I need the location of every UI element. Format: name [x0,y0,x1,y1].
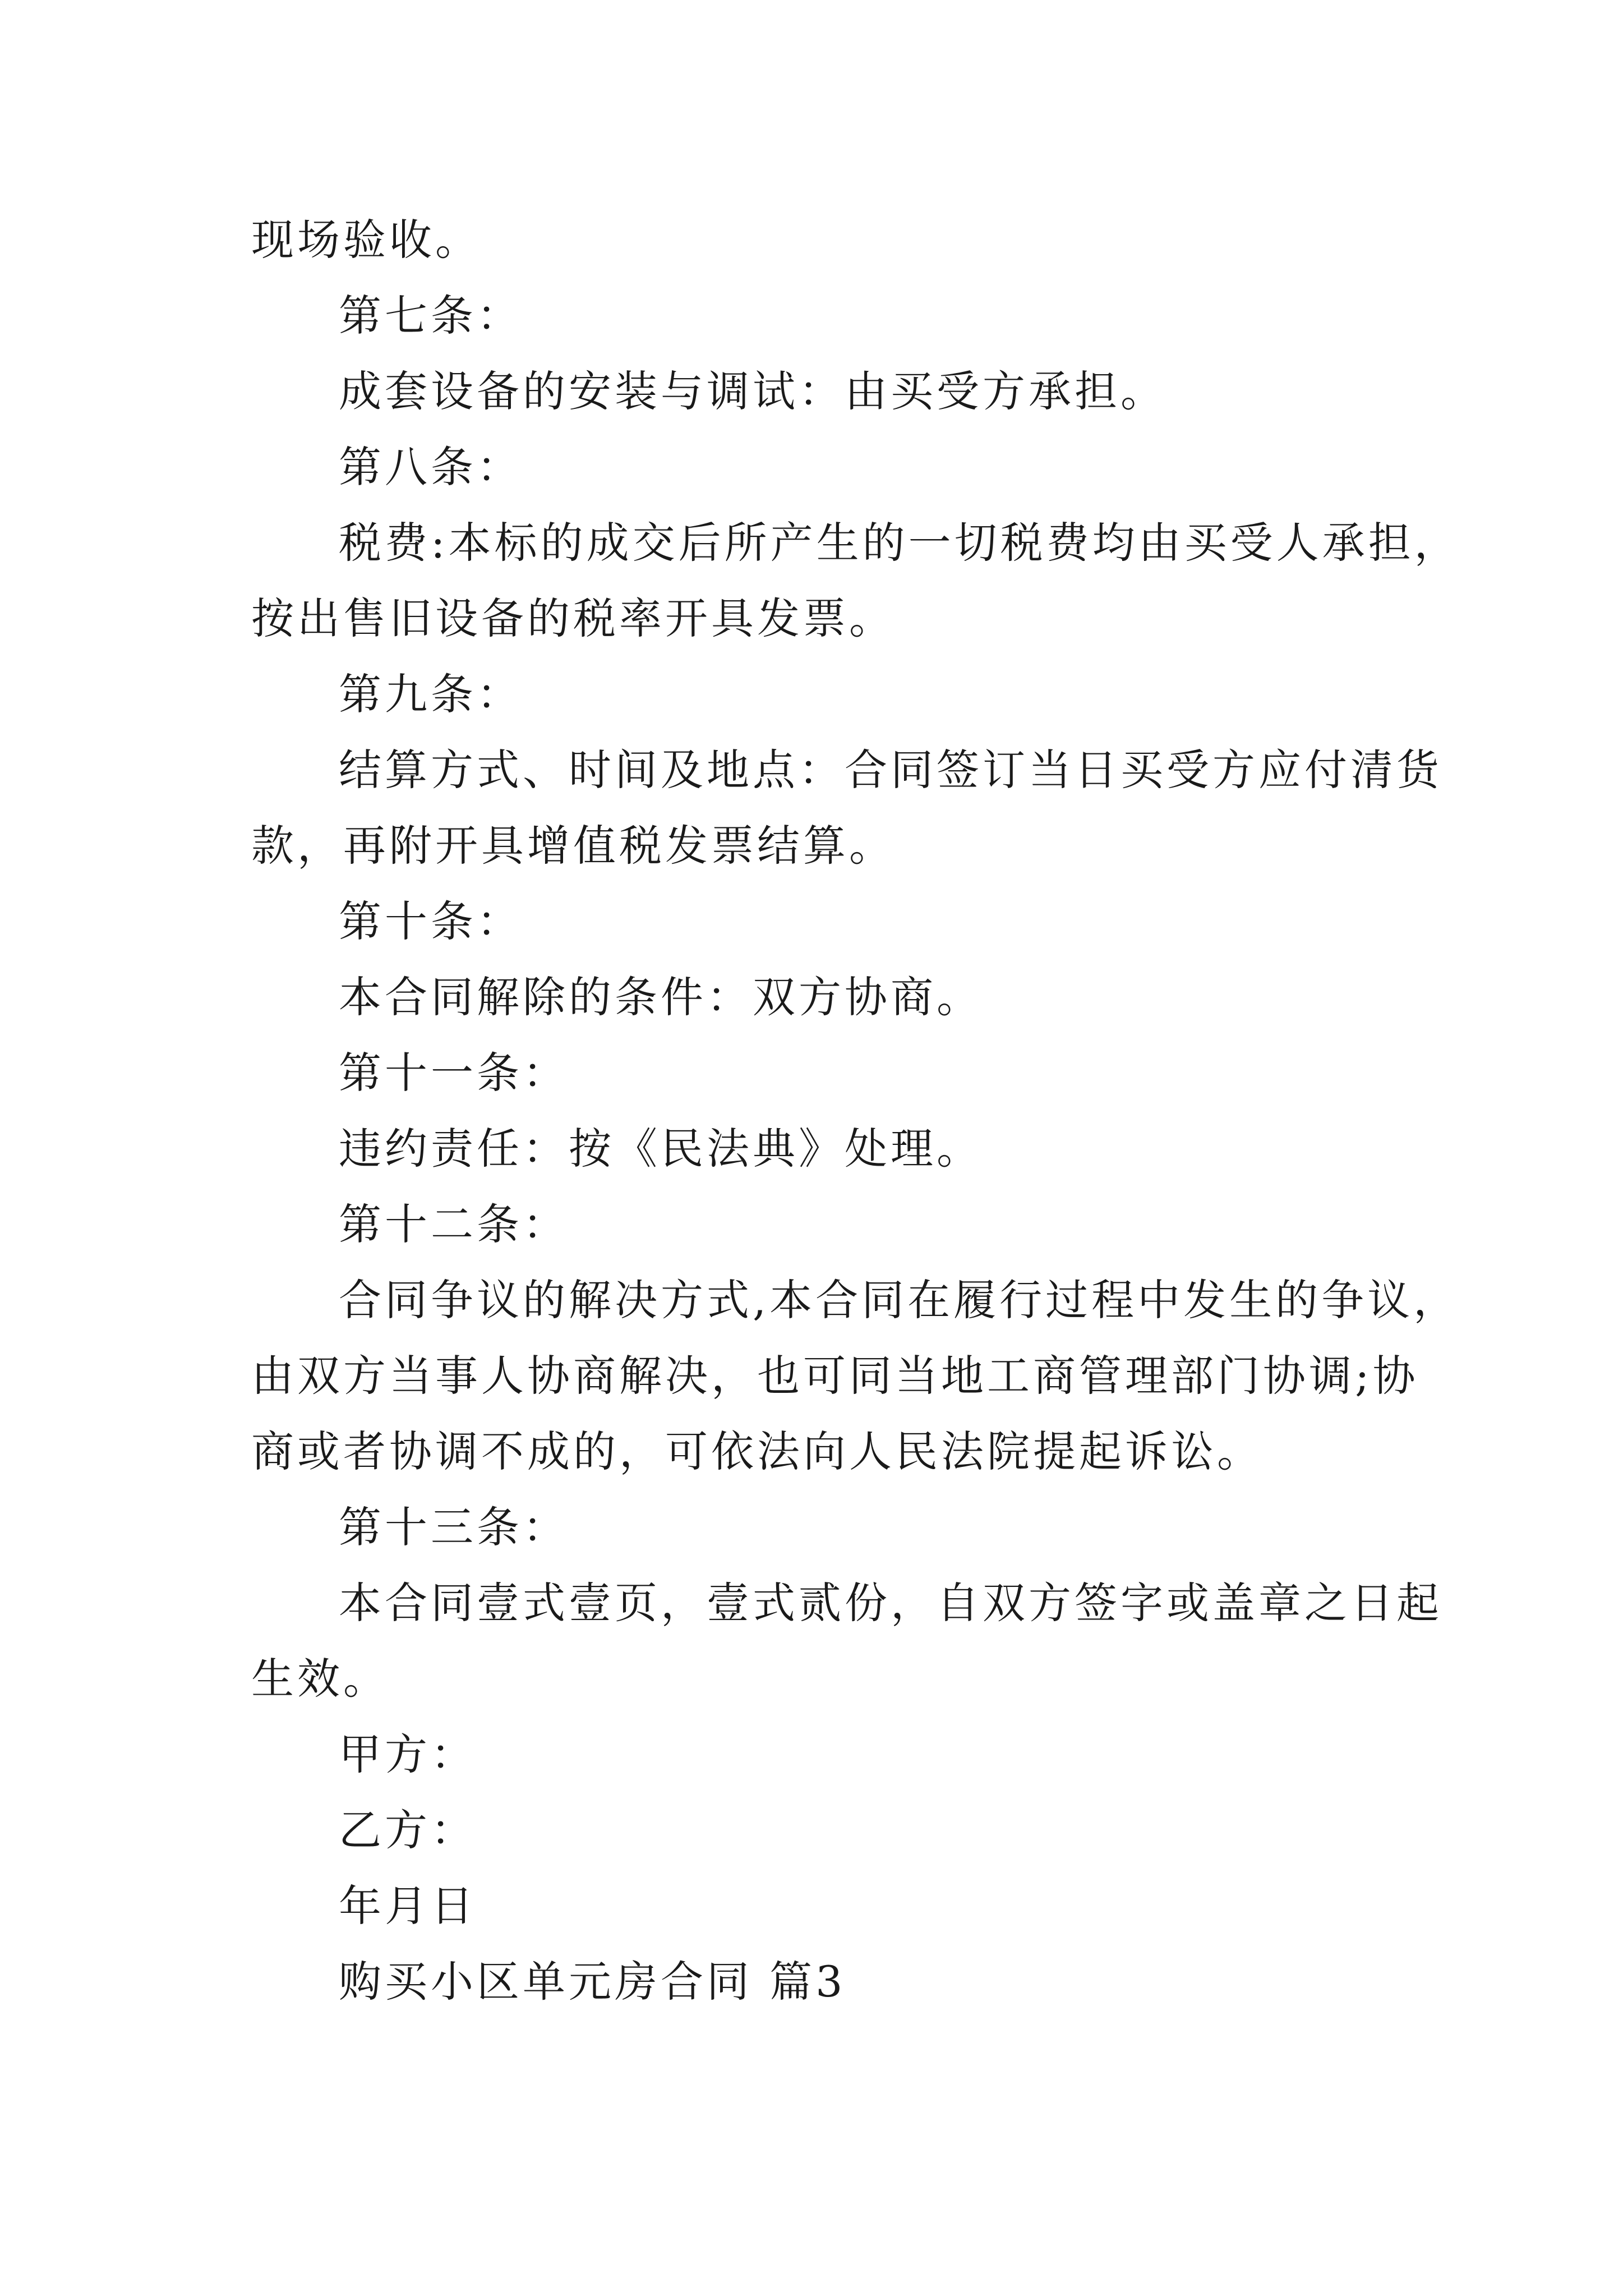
text-line: 按出售旧设备的税率开具发票。 [251,593,895,643]
text-line: 违约责任：按《民法典》处理。 [339,1124,983,1174]
text-line: 商或者协调不成的，可依法向人民法院提起诉讼。 [251,1427,1263,1476]
text-line: 款，再附开具增值税发票结算。 [251,821,895,871]
article-heading: 第九条： [339,669,523,719]
article-heading: 第十一条： [339,1048,569,1098]
text-line: 合同争议的解决方式,本合同在履行过程中发生的争议， [339,1275,1460,1325]
text-line: 成套设备的安装与调试：由买受方承担。 [339,366,1166,416]
article-heading: 第十条： [339,896,523,946]
article-heading: 第十二条： [339,1199,569,1249]
article-heading: 第八条： [339,442,523,492]
date-label: 年月日 [339,1881,477,1931]
text-line: 结算方式、时间及地点：合同签订当日买受方应付清货 [339,745,1442,795]
article-heading: 第十三条： [339,1502,569,1552]
text-line: 本合同解除的条件：双方协商。 [339,972,983,1022]
text-line: 由双方当事人协商解决，也可同当地工商管理部门协调;协 [251,1351,1419,1401]
party-b-label: 乙方： [339,1805,477,1855]
party-a-label: 甲方： [339,1729,477,1779]
section-heading: 购买小区单元房合同 篇3 [339,1957,846,2007]
text-line: 生效。 [251,1654,389,1704]
text-line: 现场验收。 [251,215,481,265]
article-heading: 第七条： [339,291,523,341]
text-line: 本合同壹式壹页，壹式贰份，自双方签字或盖章之日起 [339,1578,1442,1628]
text-line: 税费:本标的成交后所产生的一切税费均由买受人承担， [339,518,1460,568]
